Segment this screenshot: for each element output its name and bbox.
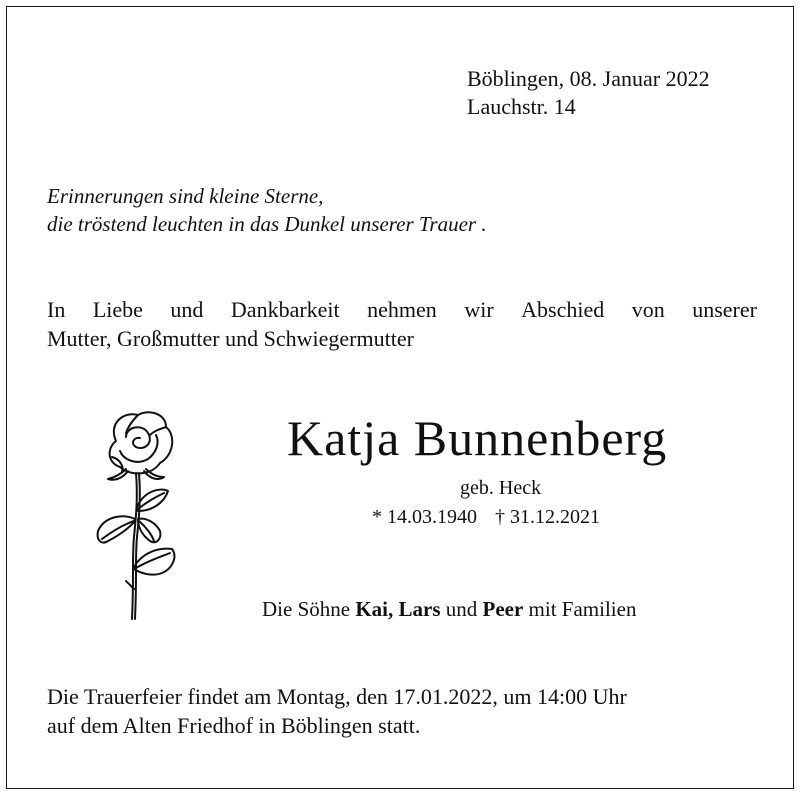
address: Lauchstr. 14 [467, 94, 576, 119]
farewell-line-2: Mutter, Großmutter und Schwiegermutter [47, 326, 414, 351]
farewell-word: von [631, 297, 665, 322]
farewell-word: Dankbarkeit [230, 297, 340, 322]
mourner-name-2: Peer [482, 597, 524, 621]
place-date-block [467, 65, 710, 121]
place-and-date: Böblingen, 08. Januar 2022 [467, 66, 710, 91]
verse-line-1: Erinnerungen sind kleine Sterne, [47, 184, 324, 208]
farewell-word: Liebe [92, 297, 143, 322]
memorial-verse [47, 182, 487, 238]
funeral-line-1: Die Trauerfeier findet am Montag, den 17.01.2022, um 14:00 Uhr [47, 684, 627, 709]
farewell-word: wir [464, 297, 494, 322]
mourners-suffix: mit Familien [528, 597, 637, 621]
farewell-word: unserer [692, 297, 757, 322]
mourner-names-1: Kai, Lars [355, 597, 441, 621]
rose-icon [82, 407, 192, 622]
birth-date: * 14.03.1940 [372, 506, 477, 528]
verse-line-2: die tröstend leuchten in das Dunkel unserer Trauer . [47, 212, 487, 236]
farewell-word: Abschied [521, 297, 605, 322]
maiden-name: geb. Heck [460, 477, 542, 499]
mourners-line [262, 595, 636, 623]
farewell-word: und [170, 297, 204, 322]
obituary-notice [6, 6, 794, 789]
farewell-word: nehmen [367, 297, 437, 322]
funeral-details [47, 682, 763, 740]
farewell-word: In [47, 297, 66, 322]
mourners-prefix: Die Söhne [262, 597, 351, 621]
death-date: † 31.12.2021 [495, 506, 600, 528]
deceased-name: Katja Bunnenberg [287, 410, 668, 466]
farewell-text [47, 295, 757, 353]
mourners-joiner: und [445, 597, 478, 621]
farewell-line-1 [47, 295, 757, 324]
life-dates [372, 504, 600, 530]
funeral-line-2: auf dem Alten Friedhof in Böblingen statt. [47, 713, 421, 738]
